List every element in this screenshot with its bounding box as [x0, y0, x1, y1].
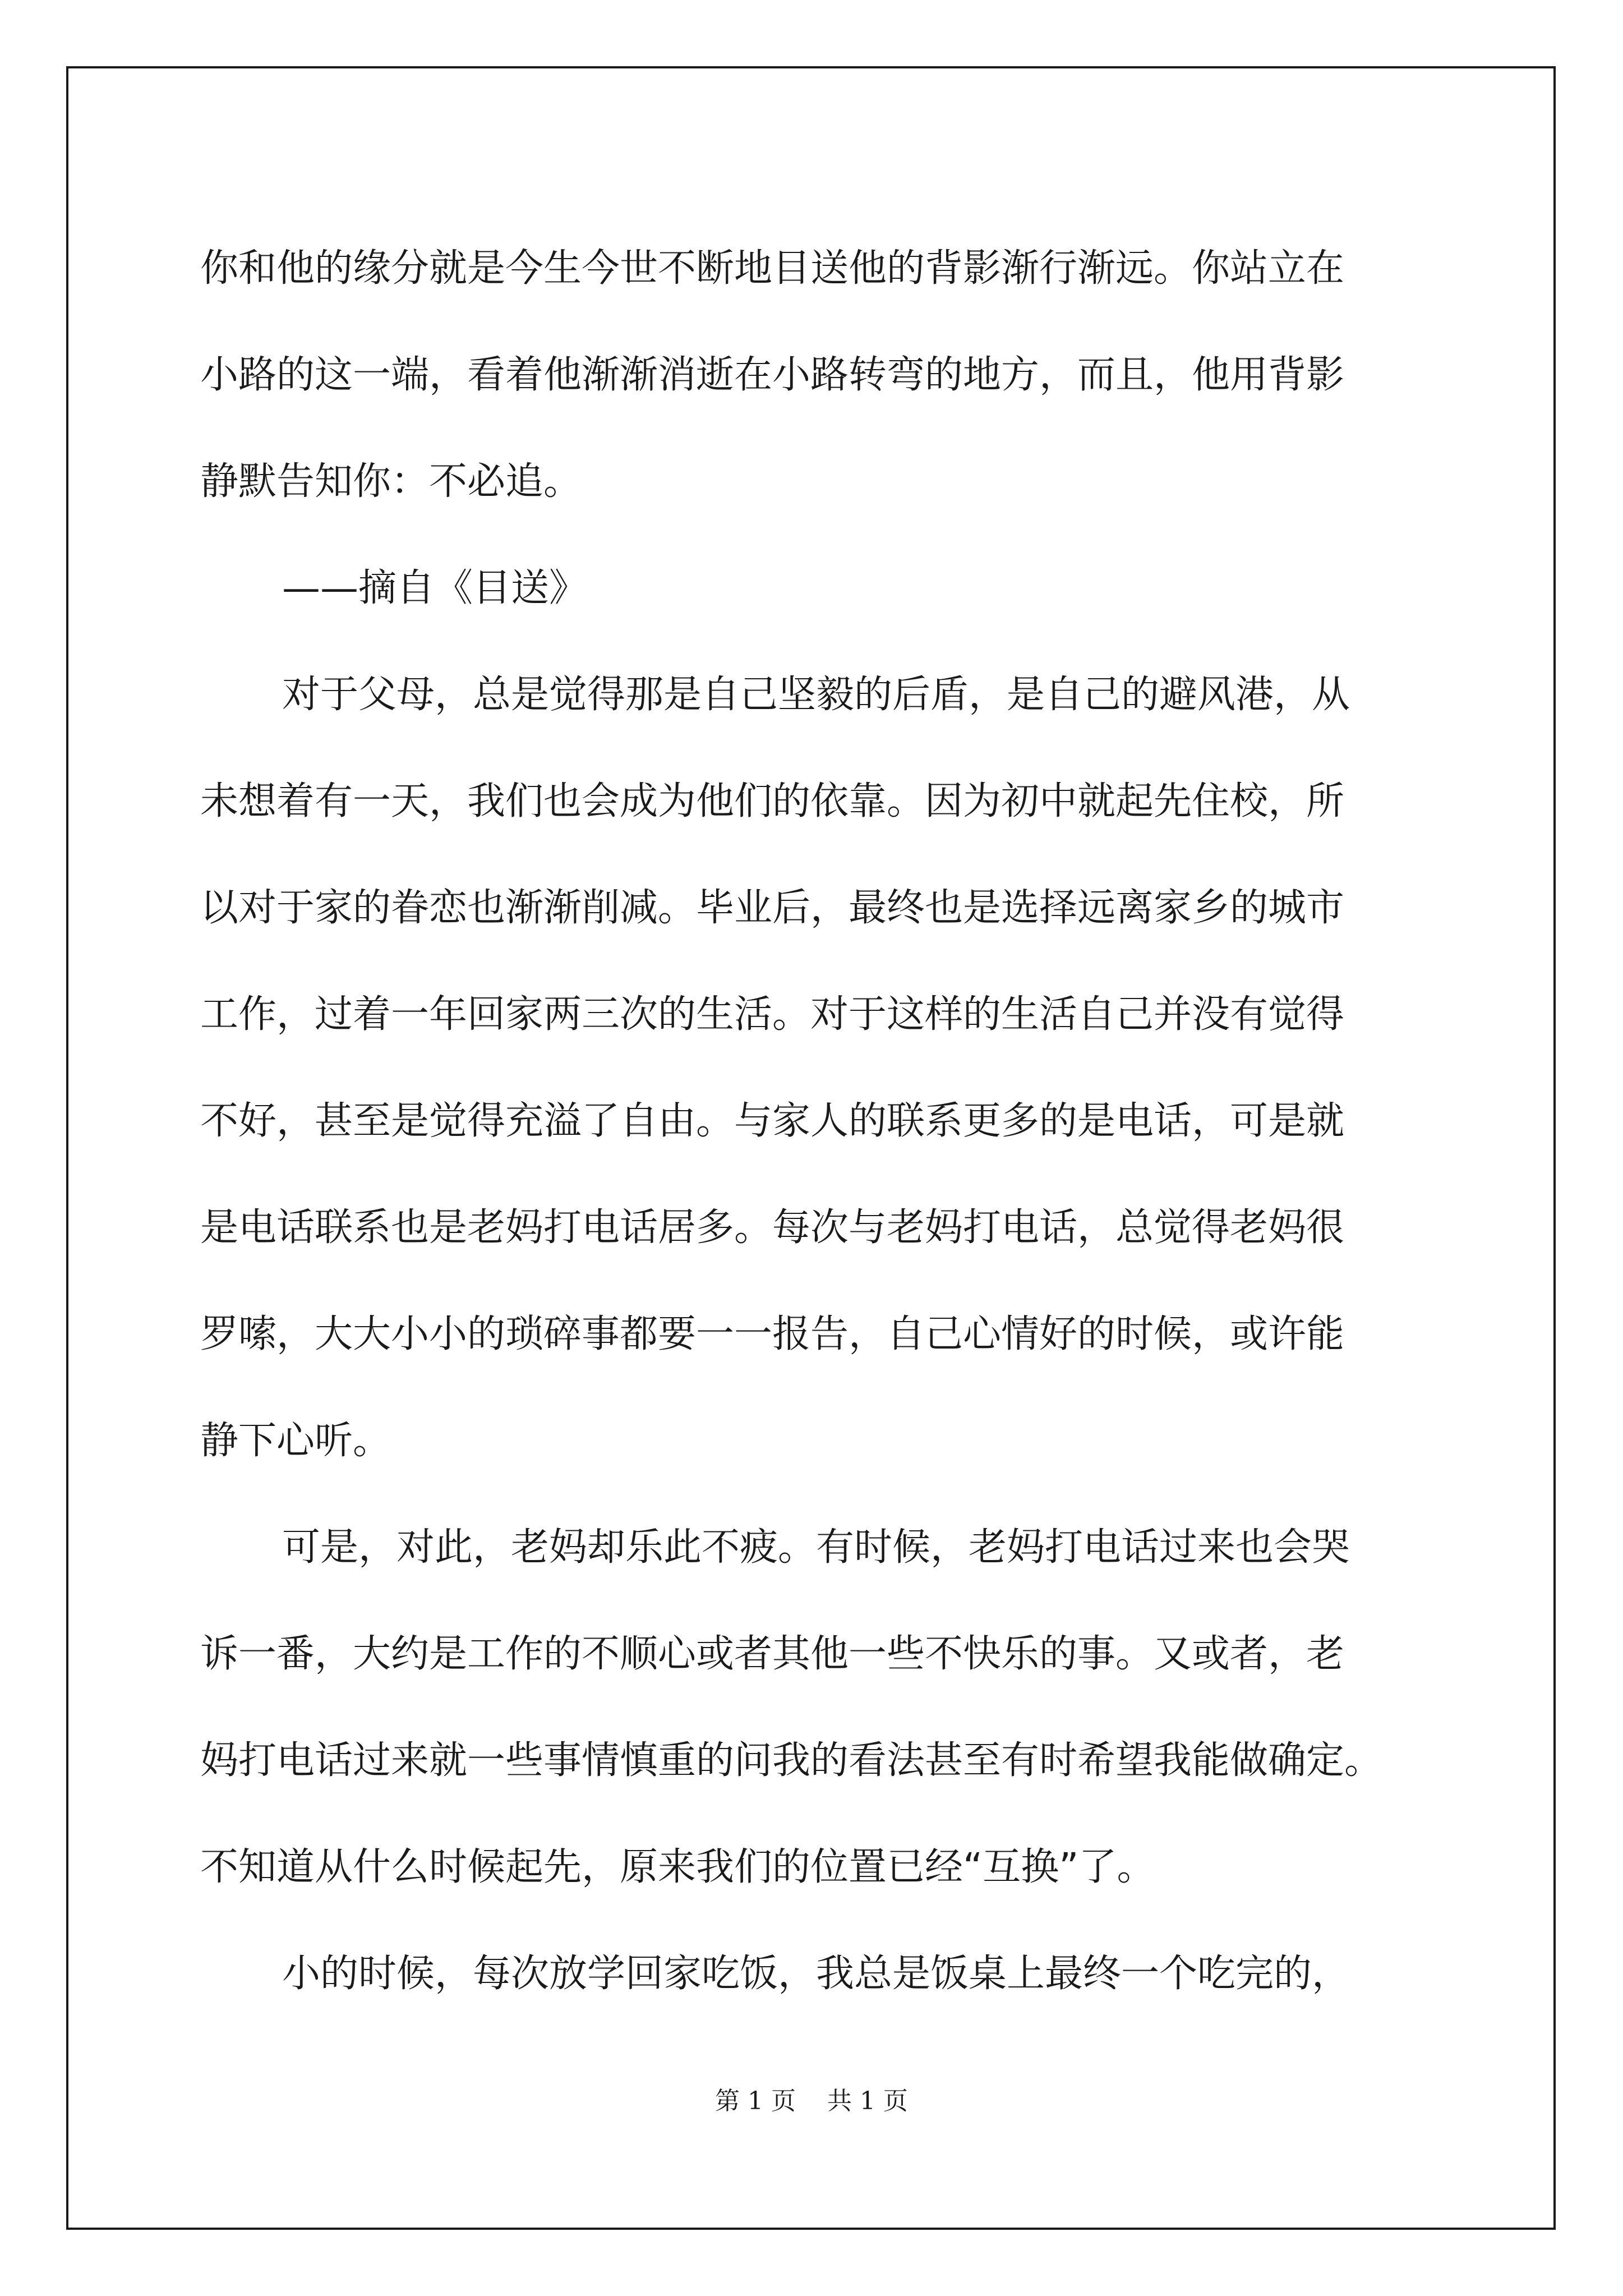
paragraph-start-line: 可是，对此，老妈却乐此不疲。有时候，老妈打电话过来也会哭 — [282, 1525, 1350, 1570]
text-line: 小路的这一端，看着他渐渐消逝在小路转弯的地方，而且，他用背影 — [200, 353, 1345, 397]
text-line: 工作，过着一年回家两三次的生活。对于这样的生活自己并没有觉得 — [200, 992, 1345, 1037]
quote-attribution: ——摘自《目送》 — [282, 566, 588, 610]
text-line: 妈打电话过来就一些事情慎重的问我的看法甚至有时希望我能做确定。 — [200, 1738, 1383, 1783]
text-line: 诉一番，大约是工作的不顺心或者其他一些不快乐的事。又或者，老 — [200, 1632, 1345, 1676]
text-line: 静下心听。 — [200, 1419, 391, 1463]
text-line: 不好，甚至是觉得充溢了自由。与家人的联系更多的是电话，可是就 — [200, 1099, 1345, 1143]
text-line: 未想着有一天，我们也会成为他们的依靠。因为初中就起先住校，所 — [200, 779, 1345, 823]
paragraph-start-line: 小的时候，每次放学回家吃饭，我总是饭桌上最终一个吃完的， — [282, 1952, 1350, 1996]
document-body — [200, 215, 1434, 2027]
text-line: 是电话联系也是老妈打电话居多。每次与老妈打电话，总觉得老妈很 — [200, 1205, 1345, 1250]
text-line: 罗嗦，大大小小的琐碎事都要一一报告，自己心情好的时候，或许能 — [200, 1312, 1345, 1356]
paragraph-start-line: 对于父母，总是觉得那是自己坚毅的后盾，是自己的避风港，从 — [282, 673, 1350, 717]
text-line: 以对于家的眷恋也渐渐削减。毕业后，最终也是选择远离家乡的城市 — [200, 886, 1345, 930]
text-line: 不知道从什么时候起先，原来我们的位置已经“互换”了。 — [200, 1845, 1155, 1889]
text-line: 你和他的缘分就是今生今世不断地目送他的背影渐行渐远。你站立在 — [200, 246, 1345, 291]
text-line: 静默告知你：不必追。 — [200, 459, 582, 504]
page-number-footer: 第 1 页 共 1 页 — [715, 2087, 908, 2115]
